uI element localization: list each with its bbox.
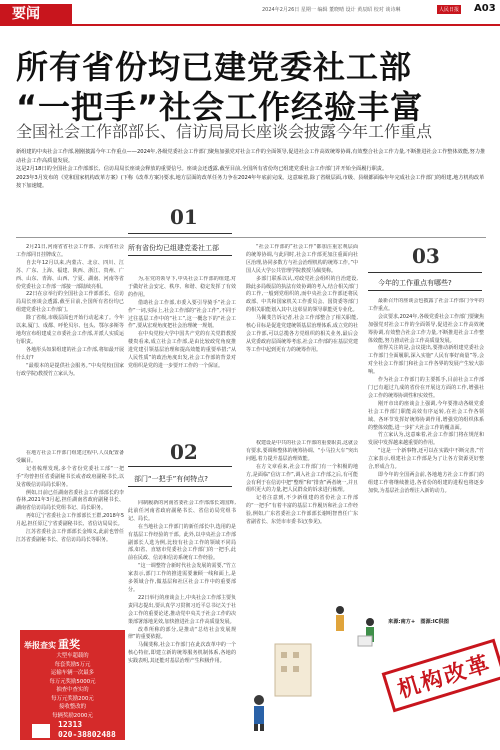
photo-credit: 来源:南方+ 图源:IC供图 [388,619,449,625]
section-heading: 所有省份均已组建党委社工部 [128,244,219,252]
body-paragraph: 22日在京举行的全国社会工作部部长、信访局局长座谈会透露,截至目前,全国所有省份均已组建党委社会工作部门。 [16,291,124,314]
section-heading: 部门“一把手”有何特点? [134,475,208,483]
body-paragraph: 记者梳理发现,多个省份党委社工部“一把手”均曾担任省委副秘书长或者政府副秘书长,以及省级信访局局长职务。 [16,465,124,488]
page-number: A03 [474,3,496,14]
body-paragraph: 例如,日前已任湖南省委社会工作部部长的李春林,2021年3月起,担任湖南省政府副秘书长、湖南省信访局局长党组书记、局长职务。 [16,489,124,512]
lead-paragraph: 新组建的中央社会工作部,刚刚披露今年工作重点——2024年,各级党委社会工作部门聚焦加强党对社会工作的全面领导,促进社会工作高效统筹协调,有效整合社会工作力量,不断推进社会工作整体效能,努力推动社会工作高质量发展。 [16,149,486,164]
body-paragraph: 最新召开的座谈会也披露了社会工作部门今年的工作重点。 [368,298,484,312]
ad-phone-1: 12313 [58,720,83,729]
box-rule [368,290,482,291]
ad-phone-numbers [58,720,116,740]
body-paragraph: 值得关注的是,会议提出,要推动新组建党委社会工作部门全面履职,深入实施“人民有事好商量”等,会对全社会工作部门和社会工作各界的发展产生较大影响。 [368,345,484,376]
body-paragraph: 即今年的全国两会前,各地地方社会工作部门的组建工作将继续推进,各省份的组建的进程也将逐步加快,为基层社会治理注入新的动力。 [368,471,484,494]
body-paragraph: 作为社会工作部门的主要抓手,目前社会工作部门已有超过九成的省份在开展这方面的工作,增强社会工作的统筹协调性和实效性。 [368,377,484,399]
lead-paragraphs [16,148,486,191]
body-paragraph: 会议要求,2024年,各级党委社会工作部门要聚焦加强党对社会工作的全面领导,促进社会工作高效统筹协调,有效整合社会工作力量,不断推进社会工作整体效能,努力推动社会工作高质量发展。 [368,313,484,344]
body-paragraph: 借助社会工作部,市委入要引导骑手“社会工作”一词,实际上,社会工作部的“社会工作”,不同于过往基层工作中的“社工”,这一概念下的“社会工作”,要从宏观角度把社会治理统一规划。 [128,299,236,330]
ad-row: 接收整改的 [59,704,86,710]
body-paragraph: 在地方社会工作部门组建过程中,人员配置备受瞩目。 [16,450,124,464]
box-rule [128,466,232,467]
article-column-4 [368,298,484,610]
issue-meta: 2024年2月26日 星期一 编辑 董晓晴 设计 黄辰昭 校对 谈诗琳 [262,7,401,13]
article-column-1b [16,450,124,625]
ad-phone-2: 020-38802488 [58,730,116,739]
brand-logo: 人民日报 [439,7,460,13]
section-box-02 [128,440,238,495]
ad-row: 每万元奖励200元 [51,695,94,702]
body-paragraph: “社会工作部的”社会工作“都加注重宏观层面的统筹协调,与此同时,社会工作部更加注重面向社区治理,协同多数方与社会治理机构的统筹工作。”中国人民大学公共管理学院教授马佩斐称。 [246,244,358,274]
section-box-03 [368,244,486,294]
article-column-3a [246,244,358,434]
illustration-figure-building [245,640,315,732]
body-paragraph: 马佩斐称,社会工作部门在此次改革中的一个核心特征,即建立新的统筹服务机制体系,各地的实践表明,其还能对基层治理产生积极作用。 [128,642,236,665]
body-paragraph: 自去年12月以来,内蒙古、北京、四川、江苏、广东、上海、福建、陕西、浙江、贵州、广西、山东、青海、山西、宁夏、湖南、河南等省份党委社会工作部一部接一部陆续亮相。 [16,259,124,290]
ad-row: 抽查中查实的 [56,687,89,693]
body-paragraph: 为,在党的领导下,中央社会工作部的组建,对于做好社会安定、秩序、和谐、稳定发挥了有效的作用。 [128,276,236,298]
body-paragraph: 在方文章看来,社会工作部门有一个积极的地方,是面临“信访工作”,调入社会工作部之后,有可能会有利于在信访中把“整理”和“排查”两者统一,并且组织更大的力量,把人民群众的诉求进行梳理。 [246,463,358,494]
box-rule [128,233,232,234]
body-paragraph: 在当地社会工作部门的新任部长中,选用的是有基层工作经验的干部。此外,以中央社会工作部副部长人选为例,比较有社会工作的领域不同局部,如省、直辖市党委社会工作部门的一把手,此前在民政、信访和信访系统有工作经验。 [128,523,236,562]
body-paragraph: “这是一个新事物,还可以在实践中不断完善,”竹立家表示,组建社会工作部是为了让各方资源更好整合,形成合力。 [368,448,484,471]
ad-row: 大型车超载的 [56,653,89,659]
section-number: 01 [170,205,198,229]
box-rule [128,255,232,256]
body-paragraph: “最根本的是提供社会服务。”中央党校(国家行政学院)教授竹立家认为。 [16,362,124,377]
body-paragraph: 记者注意到,不少新组建的省份社会工作部的“一把手”有着丰富的基层工作履历和社会工作经验,例如,广东省委社会工作部部长谢明智曾任广东省副省长、东莞市市委书记(参见)。 [246,495,358,526]
header-divider [0,24,500,26]
body-paragraph: “这一调整符合新时代社会发展的需要,”竹立家表示,部门工作的推进需要兼顾一线和面上,是多领域合作,做基层和社区社会工作中的重要部分。 [128,563,236,593]
section-divider [16,237,486,238]
body-paragraph: 改革所称的部分,是推动“总结社会发展规律”的重要依据。 [128,626,236,641]
headline-subtitle: 全国社会工作部部长、信访局局长座谈会披露今年工作重点 [16,122,433,141]
body-paragraph: 再如辽宁省委社会工作部部长王群,2018年5月起,担任原辽宁省委副秘书长、省信访局局长。 [16,513,124,528]
ad-row: 每套奖励5万元 [54,661,91,668]
page-header [0,0,500,24]
body-paragraph: 马佩斐告诉记者,社会工作部整合了相关职能,核心目标是促进党建统领基层治理体系,成立党的社会工作部,可以总揽各方党组织的相关业务,最后会从党委政府层面统筹考虑,社会工作部的在基层党建等工作中起到更有力的统筹作用。 [246,315,358,353]
article-column-2b [128,500,236,742]
body-paragraph: 多部门联系以认,对政党社会组织的自治建设,除此多局级层的执法有效协调的考入,结合相关部门的工作,一般到党组织的,而中央社会工作部还将民政部、中共和国家机关工作委员会、国资委等部门的相关职能划入其中,这彰显的领导职能更专业化。 [246,275,358,314]
article-column-2a [128,276,236,436]
box-rule [128,486,232,487]
body-paragraph: 除了省级,市级层面也开始行动起来了。今年以来,厦门、成都、呼伦贝尔、包头、鄂尔多斯等地均宣布组建成立市委社会工作部,并派人实质运行职责。 [16,315,124,345]
body-paragraph: 竹立家认为,这意味着,社会工作部门将在规范和发展中发挥越来越重要的作用。 [368,432,484,447]
lead-paragraph: 这是2月18日的全国社会工作部部长、信访局局长座谈会释放的重要信号。座谈会还透露,截至目前,全国所有省份均已组建党委社会工作部门并开始全面履行职责。 [16,166,388,172]
ad-row: 运输车辆一次最多 [50,670,95,676]
body-paragraph: 江苏省委社会工作部部长金锦义,此前也曾任江苏省委副秘书长、省信访局局长等职务。 [16,529,124,543]
article-column-1a [16,244,124,444]
stamp-graphic [382,639,500,713]
ad-row: 每万元奖励5000元 [49,678,96,685]
report-reward-ad [20,630,125,740]
ad-title-a: 举报查实 [24,641,56,650]
body-paragraph: 各地彤头如果组建的社会工作部,将如最开展什么好? [16,346,124,361]
box-rule [368,272,482,273]
section-number: 02 [170,440,198,464]
body-paragraph: 刚开市出的座谈会上强调,今年要推动各级党委社会工作部门职能高效有序运转,在社会工作各领域、各环节发挥好统筹协调作用,增强党的组织体系的整体效能,进一步扩大社会工作的覆盖面。 [368,400,484,431]
body-paragraph: 同制履新的河南省委社会工作部部长刘国辉,此前任河南省政府副秘书长、省信访局党组书记、局长。 [128,500,236,522]
ad-headline [24,633,80,652]
illustration-figures [330,600,390,650]
body-paragraph: 在中央党校大学中国共产党的有关党群教授楼贵看来,成立社会工作部,是由比较政党角度推进党建引领基层治理和提高效能的重要举措;“从人民性质”的政治角度出发,社会工作部的背景对党组织是党的进一步要开工作的一个保证。 [128,331,236,369]
ad-row: 每辆奖励2000元 [52,712,93,719]
ad-list [28,652,117,720]
section-heading: 今年的工作重点有哪些? [378,279,452,287]
section-number: 03 [412,244,440,268]
section-tag: 要闻 [0,4,72,24]
body-paragraph: 权建设是中共的社会工作部的重要职责,这就会有要求,要调和整体的统筹协调、“小马拉大车”突出问题,着力提升基层治理效能。 [246,440,358,462]
body-paragraph: 2月21日,河南省省社会工作部、云南省社会工作部同日挂牌成立。 [16,244,124,258]
qr-code-icon [32,724,50,738]
headline-line-2: “一把手”社会工作经验丰富 [16,88,424,126]
body-paragraph: 22日举行的座谈会上,中央社会工作部主要负责同志提出,要认真学习贯彻习近平总书记关于社会工作的重要论述,推动党中央关于社会工作的决策部署落地见效,加快推进社会工作高质量发展。 [128,594,236,625]
stamp-text: 机构改革 [382,639,500,713]
ad-title-b: 重奖 [58,638,80,651]
section-box-01 [128,205,238,275]
headline-line-1: 所有省份均已建党委社工部 [16,48,413,86]
lead-paragraph: 2023年3月发布的《党和国家机构改革方案》(下称《改革方案》)要求,地方层面的改革任务力争在2024年年底前完成。这意味着,除了省级层面,市级、县级都面临年年完成社会工作部门的组建,地方机构改革按下加速键。 [16,174,485,189]
